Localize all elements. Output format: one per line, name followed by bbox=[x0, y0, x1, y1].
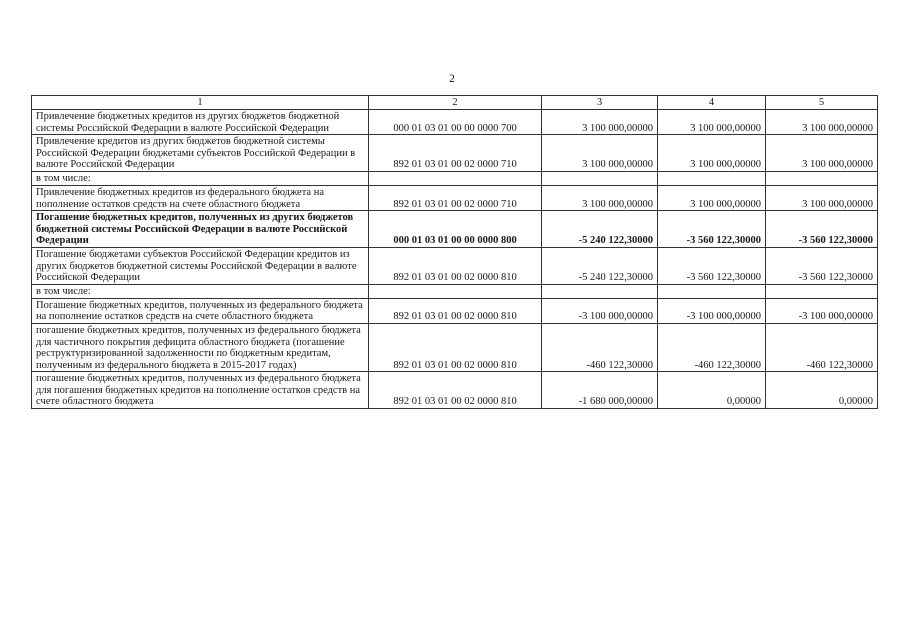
row-value-col3: -5 240 122,30000 bbox=[542, 247, 658, 284]
row-name: в том числе: bbox=[32, 284, 369, 298]
row-value-col3 bbox=[542, 171, 658, 185]
row-code: 892 01 03 01 00 02 0000 810 bbox=[369, 298, 542, 323]
page-number: 2 bbox=[449, 73, 455, 85]
row-value-col4: 3 100 000,00000 bbox=[658, 135, 766, 172]
table-row bbox=[32, 247, 878, 284]
table-header-row bbox=[32, 96, 878, 110]
table-row bbox=[32, 298, 878, 323]
table-row bbox=[32, 110, 878, 135]
row-code: 000 01 03 01 00 00 0000 700 bbox=[369, 110, 542, 135]
row-value-col3 bbox=[542, 284, 658, 298]
row-value-col4: -3 560 122,30000 bbox=[658, 247, 766, 284]
row-name: Привлечение бюджетных кредитов из других бюджетов бюджетной системы Российской Федерации в валюте Российской Федерации bbox=[32, 110, 369, 135]
row-value-col5 bbox=[766, 171, 878, 185]
row-value-col5: -3 560 122,30000 bbox=[766, 211, 878, 248]
row-code: 000 01 03 01 00 00 0000 800 bbox=[369, 211, 542, 248]
table-row bbox=[32, 323, 878, 371]
row-value-col3: -3 100 000,00000 bbox=[542, 298, 658, 323]
row-value-col3: -5 240 122,30000 bbox=[542, 211, 658, 248]
row-value-col4 bbox=[658, 284, 766, 298]
row-value-col4 bbox=[658, 171, 766, 185]
row-code: 892 01 03 01 00 02 0000 810 bbox=[369, 323, 542, 371]
table-row bbox=[32, 372, 878, 409]
table-row bbox=[32, 185, 878, 210]
table-row-total bbox=[32, 211, 878, 248]
column-header-3: 3 bbox=[542, 96, 658, 110]
row-name: Погашение бюджетных кредитов, полученных из федерального бюджета на пополнение остатков средств на счете областного бюджета bbox=[32, 298, 369, 323]
row-code: 892 01 03 01 00 02 0000 810 bbox=[369, 372, 542, 409]
row-value-col5 bbox=[766, 284, 878, 298]
column-header-1: 1 bbox=[32, 96, 369, 110]
row-value-col4: -460 122,30000 bbox=[658, 323, 766, 371]
row-value-col4: 0,00000 bbox=[658, 372, 766, 409]
row-code bbox=[369, 171, 542, 185]
row-value-col5: 3 100 000,00000 bbox=[766, 185, 878, 210]
column-header-5: 5 bbox=[766, 96, 878, 110]
row-value-col5: -3 100 000,00000 bbox=[766, 298, 878, 323]
row-value-col3: -460 122,30000 bbox=[542, 323, 658, 371]
row-value-col3: -1 680 000,00000 bbox=[542, 372, 658, 409]
row-value-col3: 3 100 000,00000 bbox=[542, 185, 658, 210]
row-name: Погашение бюджетных кредитов, полученных из других бюджетов бюджетной системы Российской Федерации в валюте Российской Федерации bbox=[32, 211, 369, 248]
table-row bbox=[32, 135, 878, 172]
table-row-subheading bbox=[32, 284, 878, 298]
column-header-4: 4 bbox=[658, 96, 766, 110]
budget-sources-table bbox=[31, 95, 878, 409]
row-code bbox=[369, 284, 542, 298]
row-value-col3: 3 100 000,00000 bbox=[542, 110, 658, 135]
row-value-col4: -3 100 000,00000 bbox=[658, 298, 766, 323]
row-value-col5: -3 560 122,30000 bbox=[766, 247, 878, 284]
row-value-col5: -460 122,30000 bbox=[766, 323, 878, 371]
row-name: погашение бюджетных кредитов, полученных из федерального бюджета для частичного покрытия дефицита областного бюджета (погашение реструктуризированной задолженности по бюджетным кредитам, полученным из федерального бюджета в 2015-2017 годах) bbox=[32, 323, 369, 371]
row-value-col4: 3 100 000,00000 bbox=[658, 110, 766, 135]
row-value-col5: 3 100 000,00000 bbox=[766, 110, 878, 135]
row-code: 892 01 03 01 00 02 0000 810 bbox=[369, 247, 542, 284]
row-value-col4: 3 100 000,00000 bbox=[658, 185, 766, 210]
row-code: 892 01 03 01 00 02 0000 710 bbox=[369, 135, 542, 172]
row-value-col5: 3 100 000,00000 bbox=[766, 135, 878, 172]
row-code: 892 01 03 01 00 02 0000 710 bbox=[369, 185, 542, 210]
row-name: в том числе: bbox=[32, 171, 369, 185]
row-name: Привлечение кредитов из других бюджетов бюджетной системы Российской Федерации бюджетами субъектов Российской Федерации в валюте Российской Федерации bbox=[32, 135, 369, 172]
row-value-col3: 3 100 000,00000 bbox=[542, 135, 658, 172]
row-name: Погашение бюджетами субъектов Российской Федерации кредитов из других бюджетов бюджетной системы Российской Федерации в валюте Российской Федерации bbox=[32, 247, 369, 284]
row-name: погашение бюджетных кредитов, полученных из федерального бюджета для погашения бюджетных кредитов на пополнение остатков средств на счете областного бюджета bbox=[32, 372, 369, 409]
table-row-subheading bbox=[32, 171, 878, 185]
row-name: Привлечение бюджетных кредитов из федерального бюджета на пополнение остатков средств на счете областного бюджета bbox=[32, 185, 369, 210]
column-header-2: 2 bbox=[369, 96, 542, 110]
row-value-col5: 0,00000 bbox=[766, 372, 878, 409]
row-value-col4: -3 560 122,30000 bbox=[658, 211, 766, 248]
